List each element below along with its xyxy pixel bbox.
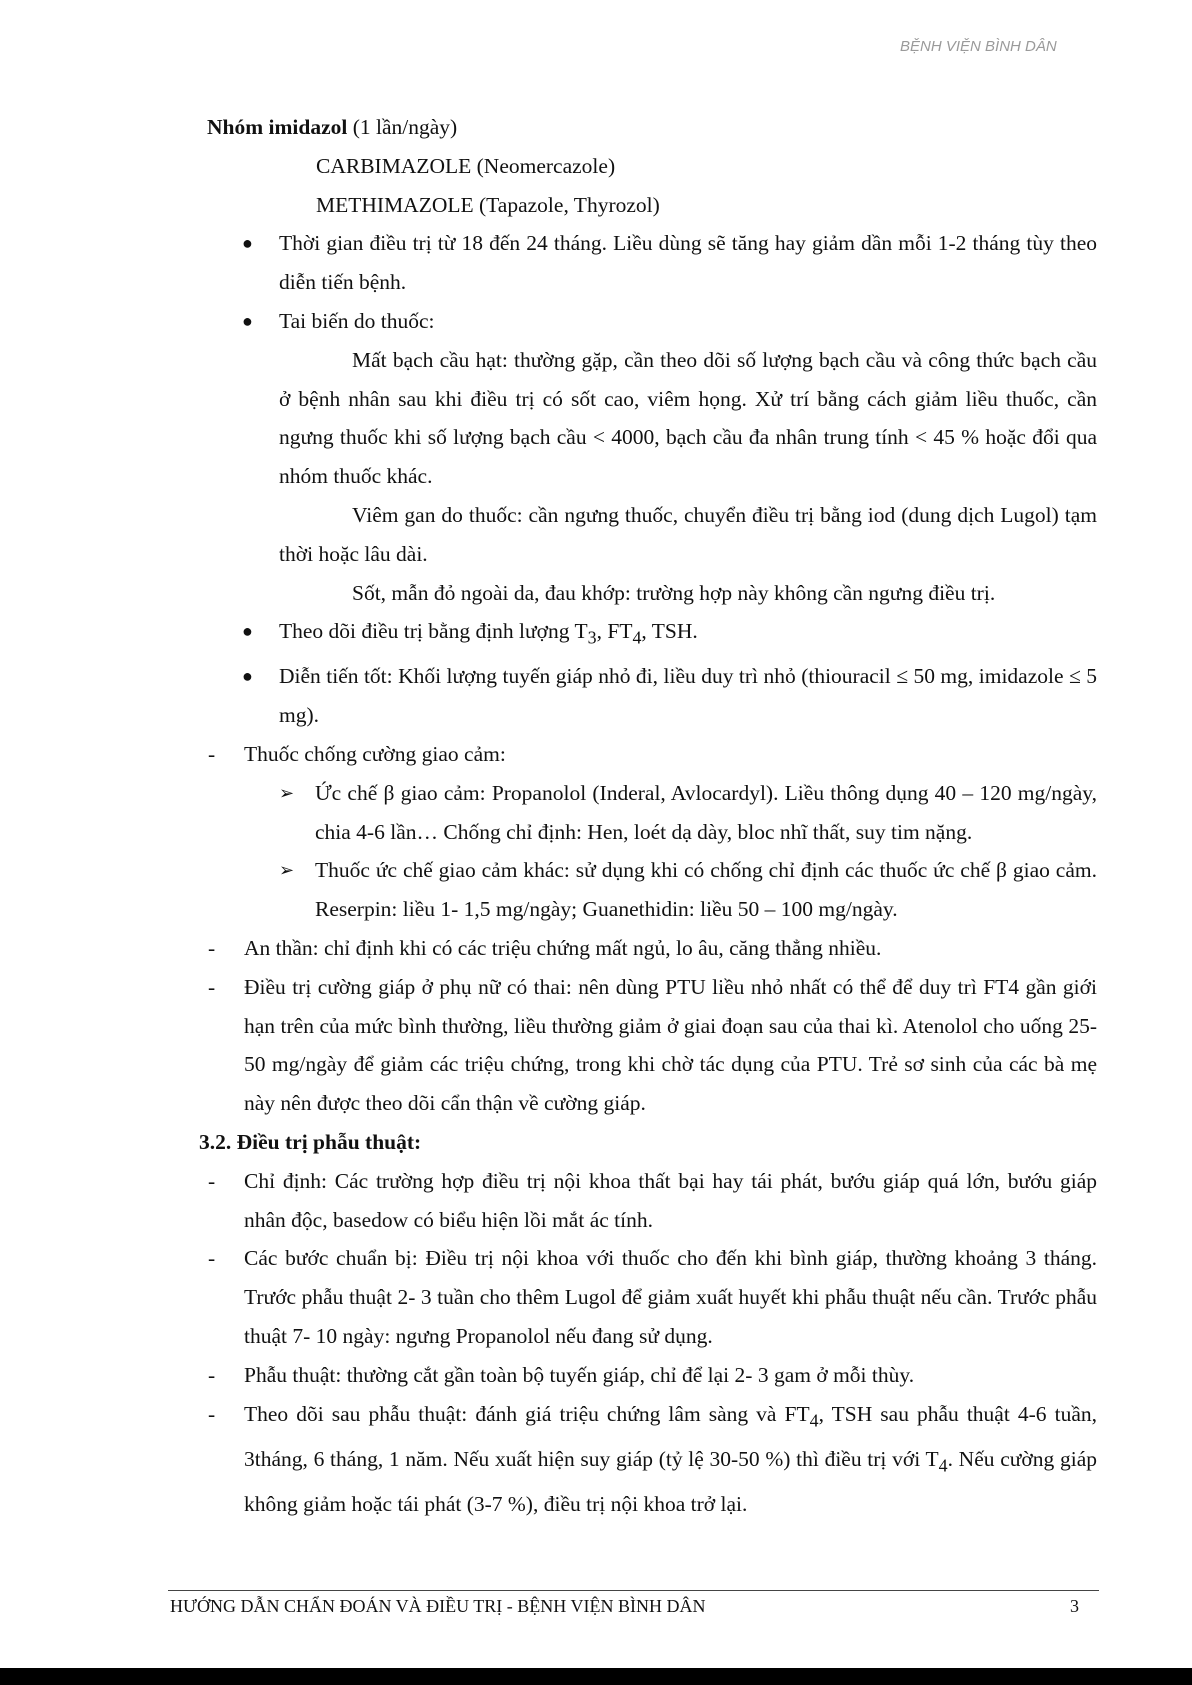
bullet-icon: ● xyxy=(242,666,253,687)
dash-text: Điều trị cường giáp ở phụ nữ có thai: nên dùng PTU liều nhỏ nhất có thể để duy trì FT4 gần giới hạn trên của mức bình thường, liều thường giảm ở giai đoạn sau của thai kì. Atenolol cho uống 25- 50 mg/ngày để giảm các triệu chứng, trong khi chờ tác dụng của PTU. Trẻ sơ sinh của các bà mẹ này nên được theo dõi cẩn thận về cường giáp. xyxy=(244,974,1097,1116)
arrow-beta-blocker xyxy=(0,774,1192,852)
bullet-text xyxy=(279,619,698,648)
text-part: Theo dõi sau phẫu thuật: đánh giá triệu chứng lâm sàng và FT xyxy=(244,1401,810,1426)
document-body xyxy=(0,108,1192,1524)
dash-text: Phẫu thuật: thường cắt gần toàn bộ tuyến giáp, chỉ để lại 2- 3 gam ở mỗi thùy. xyxy=(244,1362,915,1387)
bullet-monitoring xyxy=(0,612,1192,657)
page-number: 3 xyxy=(1070,1596,1079,1616)
subscript: 3 xyxy=(587,627,597,648)
dash-sedative xyxy=(0,929,1192,968)
subscript: 4 xyxy=(938,1454,948,1475)
side-effect-fever-rash: Sốt, mẫn đỏ ngoài da, đau khớp: trường hợp này không cần ngưng điều trị. xyxy=(352,580,996,605)
dash-text: Chỉ định: Các trường hợp điều trị nội khoa thất bại hay tái phát, bướu giáp quá lớn, bướu giáp nhân độc, basedow có biểu hiện lồi mắt ác tính. xyxy=(244,1168,1097,1232)
bullet-good-progress xyxy=(0,657,1192,735)
bullet-icon: ● xyxy=(242,310,253,331)
dash-icon: - xyxy=(208,1168,216,1193)
dash-surgery xyxy=(0,1356,1192,1395)
dash-text xyxy=(244,1402,1097,1516)
dash-icon: - xyxy=(208,1246,216,1271)
side-effect-hepatitis: Viêm gan do thuốc: cần ngưng thuốc, chuyển điều trị bằng iod (dung dịch Lugol) tạm thời hoặc lâu dài. xyxy=(279,502,1097,566)
text-part: , TSH sau phẫu thuật 4-6 tuần, 3tháng, 6 tháng, 1 năm. Nếu xuất hiện suy giáp (tỷ lệ 30-50 %) thì điều trị với T xyxy=(244,1401,1097,1471)
dash-icon: - xyxy=(208,742,216,767)
dash-icon: - xyxy=(208,936,216,961)
arrow-icon: ➢ xyxy=(279,860,295,881)
arrow-other-sympatholytic xyxy=(0,851,1192,929)
text-part: , TSH. xyxy=(641,619,698,644)
side-effect-agranulocytosis: Mất bạch cầu hạt: thường gặp, cần theo dõi số lượng bạch cầu và công thức bạch cầu ở bệnh nhân sau khi điều trị có sốt cao, viêm họng. Xử trí bằng cách giảm liều thuốc, cần ngưng thuốc khi số lượng bạch cầu < 4000, bạch cầu đa nhân trung tính < 45 % hoặc đổi qua nhóm thuốc khác. xyxy=(279,347,1097,489)
subscript: 4 xyxy=(632,627,642,648)
subscript: 4 xyxy=(809,1409,819,1430)
dash-text: An thần: chỉ định khi có các triệu chứng mất ngủ, lo âu, căng thẳng nhiều. xyxy=(244,936,882,961)
dash-postop-followup xyxy=(0,1395,1192,1524)
dash-pregnancy xyxy=(0,968,1192,1123)
text-part: Theo dõi điều trị bằng định lượng T xyxy=(279,619,588,644)
bullet-text: Tai biến do thuốc: xyxy=(279,308,435,333)
drug-carbimazole: CARBIMAZOLE (Neomercazole) xyxy=(316,153,616,178)
imidazol-heading-rest: (1 lần/ngày) xyxy=(347,115,458,139)
arrow-text: Thuốc ức chế giao cảm khác: sử dụng khi có chống chỉ định các thuốc ức chế β giao cảm. Reserpin: liều 1- 1,5 mg/ngày; Guanethidin: liều 50 – 100 mg/ngày. xyxy=(315,858,1097,922)
dash-icon: - xyxy=(208,1362,216,1387)
surgery-heading: 3.2. Điều trị phẫu thuật: xyxy=(199,1130,422,1155)
dash-sympatholytic xyxy=(0,735,1192,774)
bullet-side-effects xyxy=(0,302,1192,341)
dash-indication xyxy=(0,1162,1192,1240)
dash-icon: - xyxy=(208,974,216,999)
text-part: . Nếu cường giáp không giảm hoặc tái phát (3-7 %), điều trị nội khoa trở lại. xyxy=(244,1446,1097,1516)
bullet-treatment-duration xyxy=(0,224,1192,302)
bullet-icon: ● xyxy=(242,621,253,642)
dash-icon: - xyxy=(208,1401,216,1426)
drug-methimazole: METHIMAZOLE (Tapazole, Thyrozol) xyxy=(316,192,660,217)
bullet-icon: ● xyxy=(242,233,253,254)
imidazol-heading xyxy=(0,108,1192,147)
imidazol-heading-bold: Nhóm imidazol xyxy=(207,115,348,139)
bullet-text: Diễn tiến tốt: Khối lượng tuyến giáp nhỏ đi, liều duy trì nhỏ (thiouracil ≤ 50 mg, imidazole ≤ 5 mg). xyxy=(279,664,1097,728)
text-part: , FT xyxy=(596,619,633,644)
footer-title: HƯỚNG DẪN CHẨN ĐOÁN VÀ ĐIỀU TRỊ - BỆNH VIỆN BÌNH DÂN xyxy=(170,1596,706,1616)
arrow-text: Ức chế β giao cảm: Propanolol (Inderal, Avlocardyl). Liều thông dụng 40 – 120 mg/ngày, chia 4-6 lần… Chống chỉ định: Hen, loét dạ dày, bloc nhĩ thất, suy tim nặng. xyxy=(315,780,1097,844)
running-header: BỆNH VIỆN BÌNH DÂN xyxy=(900,38,1057,55)
dash-preparation xyxy=(0,1239,1192,1355)
dash-text: Thuốc chống cường giao cảm: xyxy=(244,742,506,767)
dash-text: Các bước chuẩn bị: Điều trị nội khoa với thuốc cho đến khi bình giáp, thường khoảng 3 tháng. Trước phẫu thuật 2- 3 tuần cho thêm Lugol để giảm xuất huyết khi phẫu thuật nếu cần. Trước phẫu thuật 7- 10 ngày: ngưng Propanolol nếu đang sử dụng. xyxy=(244,1246,1097,1348)
footer-divider xyxy=(168,1590,1099,1591)
bottom-edge-bar xyxy=(0,1668,1192,1685)
arrow-icon: ➢ xyxy=(279,782,295,803)
bullet-text: Thời gian điều trị từ 18 đến 24 tháng. Liều dùng sẽ tăng hay giảm dần mỗi 1-2 tháng tùy theo diễn tiến bệnh. xyxy=(279,231,1097,295)
